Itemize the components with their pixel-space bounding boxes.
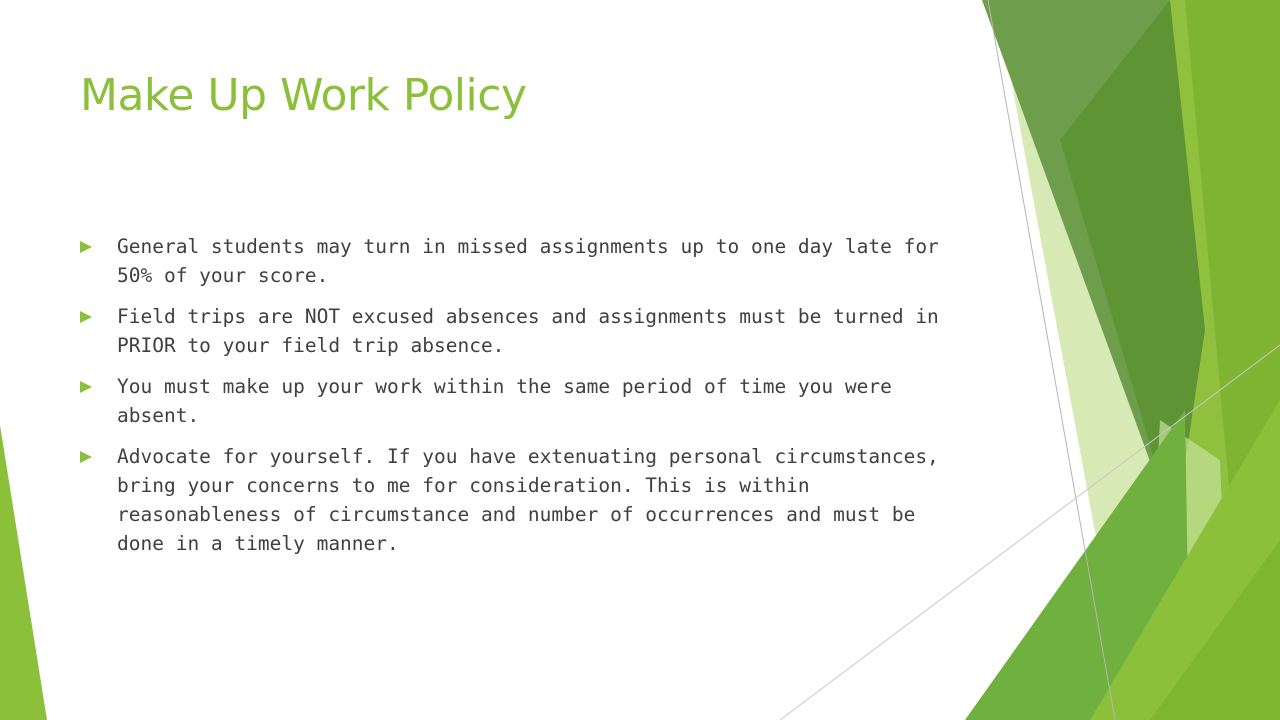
bullet-text: Advocate for yourself. If you have extenuating personal circumstances, bring your concerns to me for consideration. This is within reasonableness of circumstance and number of occurrences and must be done in a timely manner. bbox=[117, 445, 939, 555]
bullet-text: Field trips are NOT excused absences and assignments must be turned in PRIOR to your field trip absence. bbox=[117, 305, 939, 357]
bullet-list bbox=[80, 232, 960, 570]
arrow-bullet-icon bbox=[80, 381, 92, 393]
bullet-item bbox=[80, 232, 960, 290]
bullet-item bbox=[80, 442, 960, 558]
arrow-bullet-icon bbox=[80, 451, 92, 463]
slide-title: Make Up Work Policy bbox=[80, 70, 527, 121]
arrow-bullet-icon bbox=[80, 311, 92, 323]
arrow-bullet-icon bbox=[80, 241, 92, 253]
bullet-text: General students may turn in missed assignments up to one day late for 50% of your score. bbox=[117, 235, 939, 287]
bullet-item bbox=[80, 372, 960, 430]
bullet-text: You must make up your work within the same period of time you were absent. bbox=[117, 375, 892, 427]
left-green-shape bbox=[0, 425, 47, 720]
bullet-item bbox=[80, 302, 960, 360]
